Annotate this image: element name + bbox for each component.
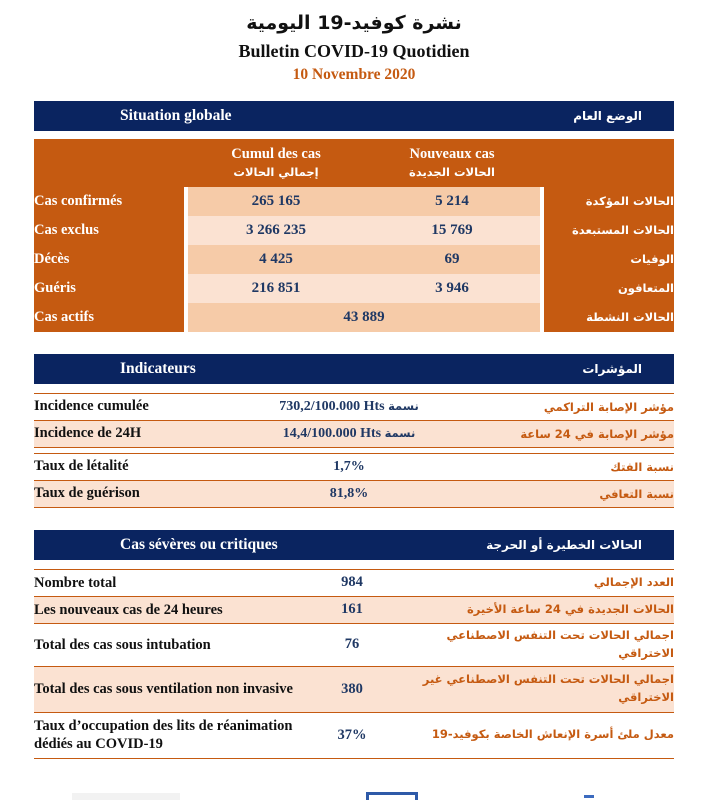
row-value-unit-arabic: نسمة [388, 398, 419, 413]
row-label-arabic: العدد الإجمالي [402, 569, 674, 596]
row-label-french: Cas actifs [34, 303, 184, 332]
row-value: 1,7% [244, 453, 454, 480]
title-arabic: نشرة كوفيد-19 اليومية [246, 12, 462, 34]
row-label-french: Les nouveaux cas de 24 heures [34, 596, 302, 623]
row-label-arabic: المتعافون [544, 274, 674, 303]
row-label-arabic: مؤشر الإصابة في 24 ساعة [454, 420, 674, 447]
column-header-cumul [188, 139, 364, 187]
column-header-nouveaux [364, 139, 540, 187]
row-label-french: Cas confirmés [34, 187, 184, 216]
section-situation-globale [34, 101, 674, 332]
table-row [34, 666, 674, 712]
table-row [34, 187, 674, 216]
indicateurs-header-arabic: المؤشرات [582, 361, 642, 376]
row-label-french: Cas exclus [34, 216, 184, 245]
section-indicateurs [34, 354, 674, 508]
row-value-nouveaux: 69 [364, 245, 540, 274]
indicateurs-header-french: Indicateurs [120, 359, 196, 377]
row-label-arabic: الوفيات [544, 245, 674, 274]
row-label-arabic: اجمالي الحالات تحت التنفس الاصطناعي غير الاختراقي [402, 666, 674, 712]
situation-corner-blank-right [544, 139, 674, 187]
row-value-actifs: 43 889 [188, 303, 540, 332]
row-value-cumul: 4 425 [188, 245, 364, 274]
row-label-french: Nombre total [34, 569, 302, 596]
row-label-arabic: معدل ملئ أسرة الإنعاش الخاصة بكوفيد-19 [402, 712, 674, 758]
document-title-block [0, 0, 708, 85]
indicateurs-header-band [34, 354, 674, 384]
table-row [34, 393, 674, 420]
row-value-nouveaux: 3 946 [364, 274, 540, 303]
row-label-french: Taux d’occupation des lits de réanimation dédiés au COVID-19 [34, 712, 302, 758]
situation-header-band [34, 101, 674, 131]
situation-header-french: Situation globale [120, 106, 232, 124]
table-row [34, 274, 674, 303]
row-label-arabic: مؤشر الإصابة التراكمي [454, 393, 674, 420]
row-value: 984 [302, 569, 402, 596]
situation-column-header-row [34, 139, 674, 187]
row-value-number: 730,2/100.000 Hts [279, 398, 385, 414]
row-value: 161 [302, 596, 402, 623]
row-value-cumul: 216 851 [188, 274, 364, 303]
row-label-arabic: اجمالي الحالات تحت التنفس الاصطناعي الاختراقي [402, 623, 674, 666]
row-value-nouveaux: 15 769 [364, 216, 540, 245]
table-row [34, 216, 674, 245]
situation-table [34, 139, 674, 332]
footer-cutoff-artifacts [0, 786, 708, 800]
row-label-arabic: نسبة الفتك [454, 453, 674, 480]
column-header-cumul-arabic: إجمالي الحالات [233, 164, 319, 179]
footer-dash-mark [584, 795, 594, 798]
row-value-unit-arabic: نسمة [384, 425, 416, 440]
table-row [34, 245, 674, 274]
column-header-nouveaux-french: Nouveaux cas [409, 146, 495, 163]
table-row [34, 712, 674, 758]
indicateurs-table [34, 393, 674, 508]
table-row [34, 569, 674, 596]
row-value: 380 [302, 666, 402, 712]
table-row [34, 623, 674, 666]
row-value-nouveaux: 5 214 [364, 187, 540, 216]
footer-logo-frame [366, 792, 418, 800]
severes-header-french: Cas sévères ou critiques [120, 535, 278, 553]
row-label-arabic: نسبة التعافي [454, 480, 674, 507]
column-header-nouveaux-arabic: الحالات الجديدة [409, 164, 495, 179]
row-value: 76 [302, 623, 402, 666]
row-value [244, 393, 454, 420]
footer-smudge [72, 793, 180, 800]
row-label-arabic: الحالات الجديدة في 24 ساعة الأخيرة [402, 596, 674, 623]
row-value: 37% [302, 712, 402, 758]
table-row-active-cases [34, 303, 674, 332]
situation-header-arabic: الوضع العام [573, 108, 642, 123]
row-label-french: Taux de guérison [34, 480, 244, 507]
row-value-number: 14,4/100.000 Hts [282, 425, 382, 441]
severes-table [34, 569, 674, 759]
table-row [34, 596, 674, 623]
row-label-arabic: الحالات النشطة [544, 303, 674, 332]
table-row [34, 480, 674, 507]
row-label-french: Guéris [34, 274, 184, 303]
severes-header-band [34, 530, 674, 560]
severes-header-arabic: الحالات الخطيرة أو الحرجة [486, 537, 642, 552]
row-label-french: Décès [34, 245, 184, 274]
row-label-french: Total des cas sous intubation [34, 623, 302, 666]
row-label-arabic: الحالات المؤكدة [544, 187, 674, 216]
row-label-french: Total des cas sous ventilation non invasive [34, 666, 302, 712]
section-cas-severes [34, 530, 674, 759]
title-french: Bulletin COVID-19 Quotidien [238, 40, 470, 61]
row-label-french: Incidence de 24H [34, 420, 244, 447]
row-label-french: Incidence cumulée [34, 393, 244, 420]
bulletin-date: 10 Novembre 2020 [292, 66, 416, 84]
column-header-cumul-french: Cumul des cas [231, 146, 321, 163]
table-row [34, 420, 674, 447]
situation-corner-blank [34, 139, 184, 187]
table-row [34, 453, 674, 480]
row-value: 81,8% [244, 480, 454, 507]
row-value [244, 420, 454, 447]
row-label-arabic: الحالات المستبعدة [544, 216, 674, 245]
row-value-cumul: 3 266 235 [188, 216, 364, 245]
row-label-french: Taux de létalité [34, 453, 244, 480]
row-value-cumul: 265 165 [188, 187, 364, 216]
